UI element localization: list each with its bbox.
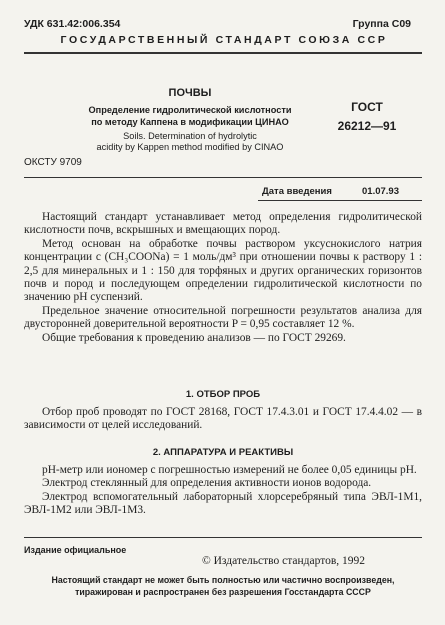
section-heading: 2. АППАРАТУРА И РЕАКТИВЫ	[152, 447, 294, 458]
title-en-line: Soils. Determination of hydrolytic	[123, 131, 257, 141]
intro-date-value: 01.07.93	[362, 186, 399, 197]
title-en-line: acidity by Kappen method modified by CINAO	[96, 142, 284, 152]
reproduction-notice	[24, 575, 422, 598]
gost-designation	[322, 98, 412, 136]
title-ru-line: Определение гидролитической кислотности	[88, 105, 292, 115]
title-english	[60, 131, 320, 153]
paragraph: Предельное значение относительной погрешности результатов анализа для двусторонней доверительной вероятности P = 0,95 составляет 12 %.	[24, 304, 422, 331]
paragraph: pH-метр или иономер с погрешностью измерений не более 0,05 единицы pH.	[42, 464, 417, 476]
official-edition-label: Издание официальное	[24, 545, 127, 555]
paragraph: Общие требования к проведению анализов — по ГОСТ 29269.	[42, 331, 346, 344]
paragraph: Отбор проб проводят по ГОСТ 28168, ГОСТ 17.4.3.01 и ГОСТ 17.4.4.02 — в зависимости от целей исследований.	[24, 406, 422, 432]
title-ru-line: по методу Каппена в модификации ЦИНАО	[91, 117, 289, 127]
title-russian	[60, 104, 320, 128]
okstu-code: ОКСТУ 9709	[24, 157, 82, 168]
footer-rule	[24, 537, 422, 538]
gost-number: 26212—91	[337, 119, 397, 133]
paragraph: Электрод стеклянный для определения активности ионов водорода.	[42, 477, 372, 490]
intro-text	[24, 211, 422, 345]
notice-line: Настоящий стандарт не может быть полностью или частично воспроизведен,	[51, 575, 395, 585]
paragraph: Настоящий стандарт устанавливает метод определения гидролитической кислотности почв, вскрышных и вмещающих пород.	[24, 211, 422, 237]
standard-title: ГОСУДАРСТВЕННЫЙ СТАНДАРТ СОЮЗА ССР	[60, 34, 388, 46]
date-rule	[258, 200, 422, 201]
udk-code: УДК 631.42:006.354	[24, 18, 121, 30]
notice-line: тиражирован и распространен без разрешения Госстандарта СССР	[75, 586, 371, 597]
paragraph: Электрод вспомогательный лабораторный хлорсеребряный типа ЭВЛ-1М1, ЭВЛ-1М2 или ЭВЛ-1М3.	[24, 490, 422, 517]
gost-label: ГОСТ	[351, 100, 383, 114]
section-1-text	[24, 406, 422, 433]
document-title: ПОЧВЫ	[168, 87, 212, 99]
okstu-rule	[24, 177, 422, 178]
section-2-text	[24, 464, 422, 518]
group-code: Группа С09	[352, 18, 411, 30]
intro-date-label: Дата введения	[262, 186, 332, 197]
section-heading: 1. ОТБОР ПРОБ	[185, 389, 261, 400]
paragraph: Метод основан на обработке почвы раствором уксуснокислого натрия концентрации c (CH₃COONa) = 1 моль/дм³ при отношении почвы к раствору 1 : 2,5 для минеральных и 1 : 150 для торфяных и других органических горизонтов почв и пород и последующем определении гидролитической кислотности по значению pH суспензий.	[24, 237, 422, 304]
header-rule	[24, 52, 422, 54]
copyright-notice: © Издательство стандартов, 1992	[202, 555, 366, 567]
